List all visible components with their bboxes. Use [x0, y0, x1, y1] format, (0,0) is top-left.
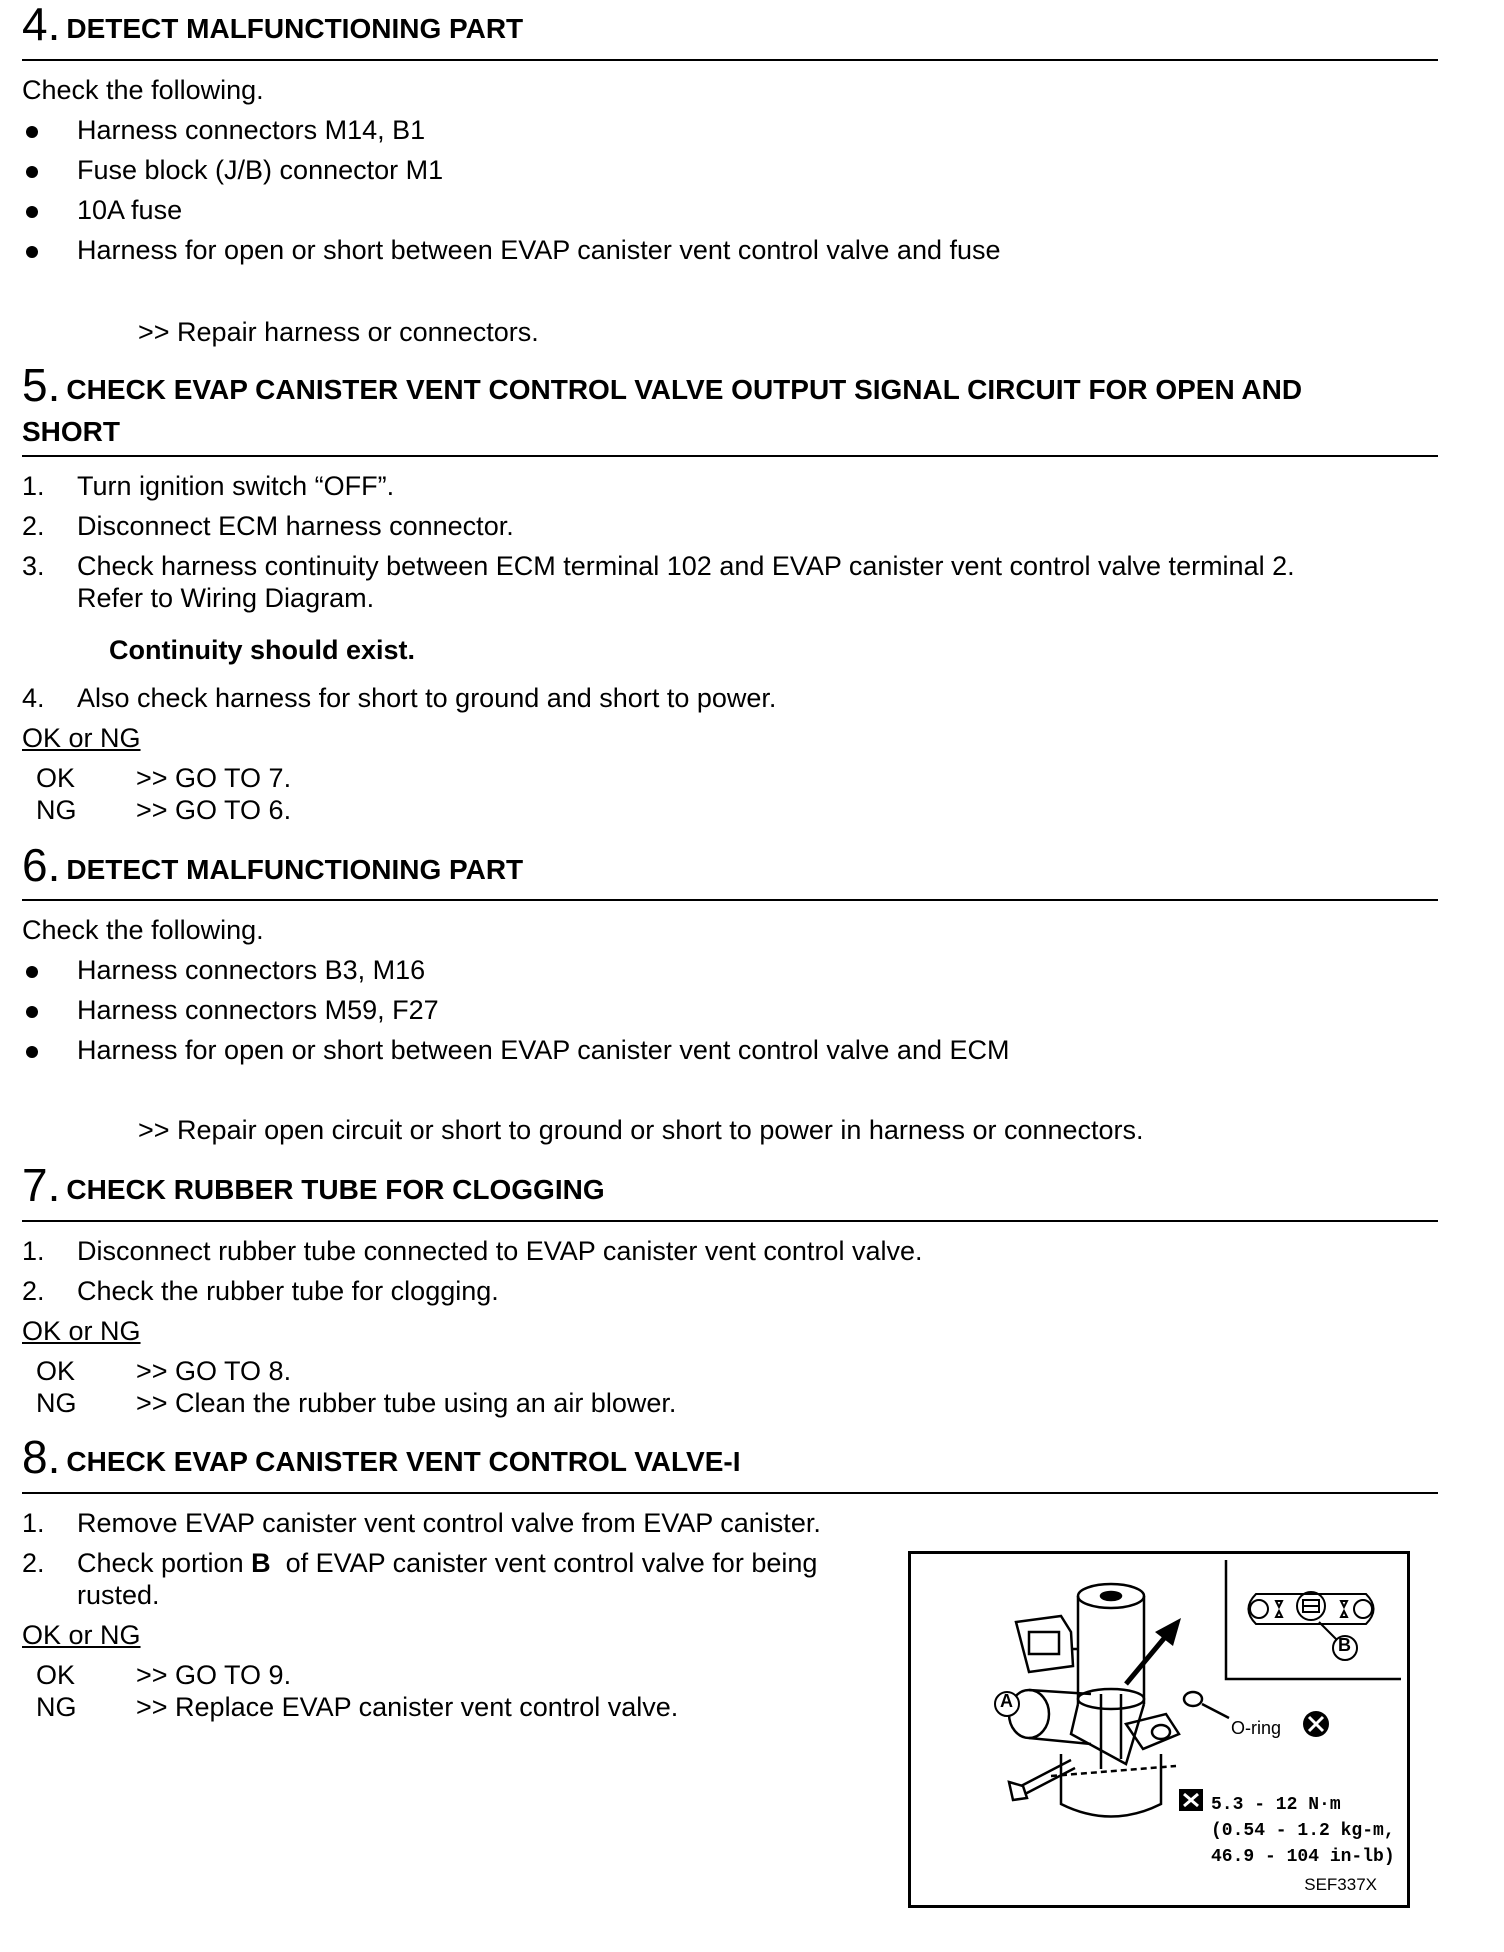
- ok-ng-heading: OK or NG: [22, 1316, 141, 1346]
- step-number: 6.: [22, 839, 61, 891]
- section-divider: [22, 59, 1438, 61]
- bullet-icon: [26, 166, 38, 178]
- label-b: B: [1338, 1635, 1351, 1655]
- numbered-item-continuation: Refer to Wiring Diagram.: [77, 583, 375, 613]
- step-number: 5.: [22, 359, 61, 411]
- action-text: >> Repair open circuit or short to ground or short to power in harness or connectors.: [138, 1115, 1144, 1145]
- step-number: 7.: [22, 1159, 61, 1211]
- result-row: NG >> Replace EVAP canister vent control valve.: [36, 1692, 679, 1722]
- step-7-heading: [22, 1159, 1438, 1211]
- step-title: CHECK EVAP CANISTER VENT CONTROL VALVE OUTPUT SIGNAL CIRCUIT FOR OPEN AND: [66, 374, 1303, 405]
- spec-note: Continuity should exist.: [109, 635, 416, 665]
- result-row: OK >> GO TO 7.: [36, 763, 292, 793]
- step-title: DETECT MALFUNCTIONING PART: [66, 854, 524, 885]
- bullet-icon: [26, 966, 38, 978]
- intro-text: Check the following.: [22, 75, 264, 105]
- intro-text: Check the following.: [22, 915, 264, 945]
- step-5-heading: [22, 359, 1438, 411]
- step-title: DETECT MALFUNCTIONING PART: [66, 13, 524, 44]
- step-title: CHECK EVAP CANISTER VENT CONTROL VALVE-I: [66, 1446, 741, 1477]
- figure-code: SEF337X: [1304, 1875, 1377, 1894]
- step-6-heading: [22, 839, 1438, 891]
- step-title: CHECK RUBBER TUBE FOR CLOGGING: [66, 1174, 605, 1205]
- section-divider: [22, 1220, 1438, 1222]
- numbered-item-continuation: rusted.: [77, 1580, 160, 1610]
- bullet-icon: [26, 1046, 38, 1058]
- section-divider: [22, 455, 1438, 457]
- section-divider: [22, 899, 1438, 901]
- ok-ng-heading: OK or NG: [22, 723, 141, 753]
- result-row: NG >> GO TO 6.: [36, 795, 292, 825]
- bullet-icon: [26, 126, 38, 138]
- result-row: OK >> GO TO 8.: [36, 1356, 292, 1386]
- valve-illustration: [908, 1551, 1410, 1908]
- bullet-icon: [26, 1006, 38, 1018]
- label-a: A: [1000, 1691, 1013, 1711]
- step-number: 8.: [22, 1431, 61, 1483]
- bullet-icon: [26, 246, 38, 258]
- section-divider: [22, 1492, 1438, 1494]
- step-8-heading: [22, 1431, 1438, 1483]
- step-4-heading: [22, 0, 1438, 50]
- action-text: >> Repair harness or connectors.: [138, 317, 539, 347]
- result-row: NG >> Clean the rubber tube using an air blower.: [36, 1388, 677, 1418]
- ok-ng-heading: OK or NG: [22, 1620, 141, 1650]
- bullet-icon: [26, 206, 38, 218]
- torque-spec: 5.3 - 12 N·m (0.54 - 1.2 kg-m, 46.9 - 104 in-lb): [1211, 1795, 1395, 1867]
- o-ring-label: O-ring: [1231, 1718, 1282, 1738]
- step-number: 4.: [22, 0, 61, 50]
- step-5-heading-line2: SHORT: [22, 416, 120, 447]
- result-row: OK >> GO TO 9.: [36, 1660, 292, 1690]
